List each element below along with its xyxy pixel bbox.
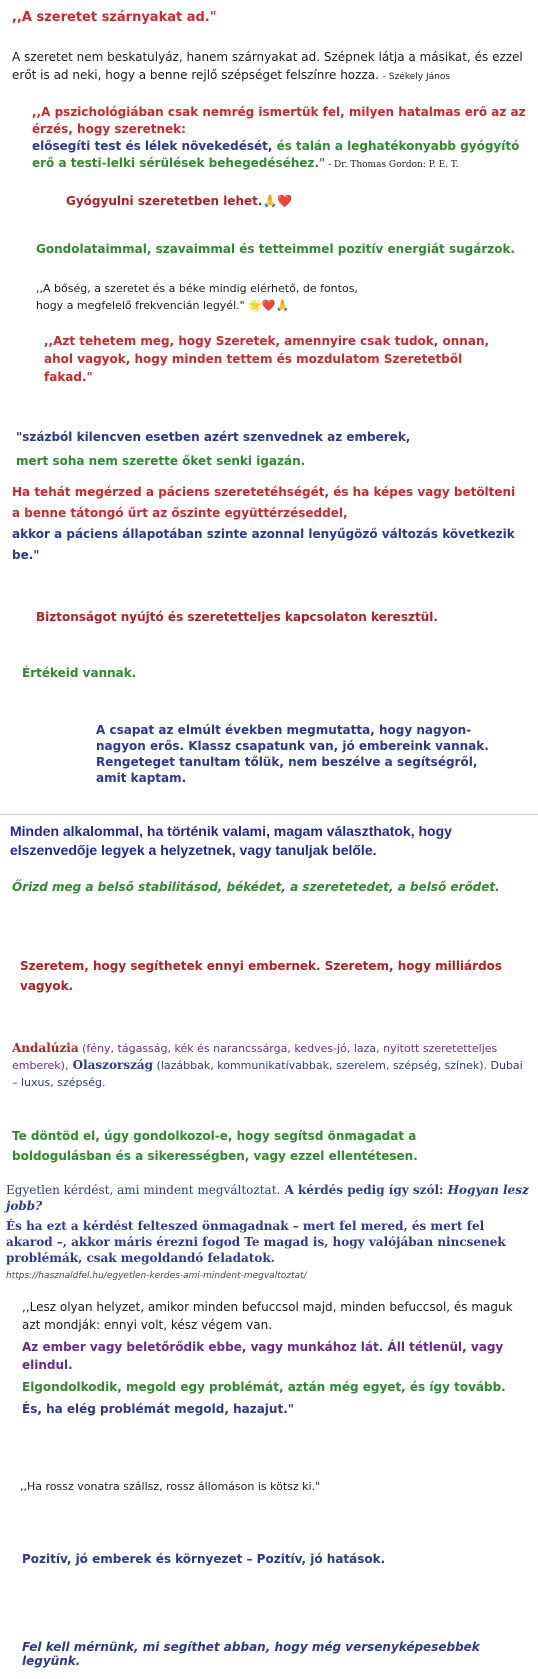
quote-ninety-line2: mert soha nem szerette őket senki igazán. [16, 454, 306, 468]
quote-gordon [32, 104, 526, 174]
quote-team-line2: Rengeteget tanultam tőlük, nem beszélve a segítségről, amit kaptam. [96, 755, 478, 785]
quote-places [12, 1040, 526, 1091]
quote-love-action: ,,Azt tehetem meg, hogy Szeretek, amennyire csak tudok, onnan, ahol vagyok, hogy minden tettem és mozdulatom Szeretetből fakad." [44, 334, 490, 384]
quote-positive-energy: Gondolataimmal, szavaimmal és tetteimmel pozitív energiát sugárzok. [36, 242, 516, 256]
quote-question-intro: Egyetlen kérdést, ami mindent megváltoztat. [6, 1183, 281, 1197]
quote-healing [66, 194, 292, 208]
quote-ninety-percent [16, 425, 516, 473]
divider-line [0, 814, 538, 815]
quote-problems-line3: Elgondolkodik, megold egy problémát, aztán még egyet, és így tovább. [22, 1380, 506, 1394]
quote-problems-line4: És, ha elég problémát megold, hazajut." [22, 1402, 295, 1416]
quote-problems-line1: ,,Lesz olyan helyzet, amikor minden befuccsol majd, minden befuccsol, és maguk azt mondják: ennyi volt, kész végem van. [22, 1300, 513, 1332]
quote-szekely-author: - Székely János [382, 72, 451, 82]
quote-stability: Őrizd meg a belső stabilitásod, békédet, a szeretetedet, a belső erődet. [12, 880, 500, 894]
quote-decide: Te döntöd el, úgy gondolkozol-e, hogy segítsd önmagadat a boldogulásban és a sikerességben, vagy ezzel ellentétesen. [12, 1129, 418, 1163]
place-italy-desc: (lazábbak, kommunikatívabbak, szerelem, szépség, színek). Dubai – luxus, szépség. [12, 1059, 523, 1089]
quote-team-line1: A csapat az elmúlt években megmutatta, hogy nagyon-nagyon erős. Klassz csapatunk van, jó embereink vannak. [96, 723, 489, 753]
quote-values: Értékeid vannak. [22, 666, 137, 680]
place-andalusia-desc: (fény, tágasság, kék és narancssárga, kedves-jó, laza, nyitott szeretetteljes emberek), [12, 1042, 498, 1072]
quote-patient-red: Ha tehát megérzed a páciens szeretetéhségét, és ha képes vagy betölteni a benne tátongó űrt az őszinte együttérzéseddel, [12, 485, 516, 520]
quote-competitive: Fel kell mérnünk, mi segíthet abban, hogy még versenyképesebbek legyünk. [22, 1640, 480, 1668]
quote-patient [12, 482, 526, 566]
quote-millionaire: Szeretem, hogy segíthetek ennyi embernek. Szeretem, hogy milliárdos vagyok. [20, 959, 503, 993]
quote-title-wings: ,,A szeretet szárnyakat ad." [12, 10, 217, 25]
quote-gordon-red: ,,A pszichológiában csak nemrég ismertük fel, milyen hatalmas erő az az érzés, hogy szeretnek: [32, 105, 526, 136]
quote-question-intro-b: A kérdés pedig így szól: [280, 1183, 444, 1197]
quote-problems [22, 1298, 528, 1418]
quote-question-text: Hogyan lesz jobb? [6, 1183, 529, 1213]
quote-train: ,,Ha rossz vonatra szállsz, rossz állomáson is kötsz ki." [20, 1480, 321, 1493]
quote-abundance-line1: ,,A bőség, a szeretet és a béke mindig elérhető, de fontos, [36, 282, 358, 295]
quote-question-p2: És ha ezt a kérdést felteszed önmagadnak – mert fel mered, és mert fel akarod –, akkor máris érezni fogod Te magad is, hogy valójában nincsenek problémák, csak megoldandó feladatok. [6, 1219, 506, 1265]
quote-choice: Minden alkalommal, ha történik valami, magam választhatok, hogy elszenvedője legyek a helyzetnek, vagy tanuljak belőle. [10, 823, 452, 858]
quote-gordon-blue: elősegíti test és lélek növekedését, [32, 139, 273, 153]
quote-positive-people: Pozitív, jó emberek és környezet – Pozitív, jó hatások. [22, 1552, 386, 1566]
place-italy: Olaszország [68, 1058, 154, 1072]
quote-safety: Biztonságot nyújtó és szeretetteljes kapcsolaton keresztül. [36, 610, 438, 624]
quote-question [6, 1182, 532, 1284]
quote-healing-text: Gyógyulni szeretetben lehet. [66, 194, 263, 208]
quote-szekely-text: A szeretet nem beskatulyáz, hanem szárnyakat ad. Szépnek látja a másikat, és ezzel erőt is ad neki, hogy a benne rejlő szépséget felszínre hozza. [12, 50, 523, 82]
quote-abundance-line2: hogy a megfelelő frekvencián legyél." [36, 299, 245, 312]
pray-heart-emoji: 🙏❤️ [262, 194, 293, 208]
star-heart-pray-emoji: 🌟❤️🙏 [248, 299, 290, 312]
place-andalusia: Andalúzia [12, 1041, 79, 1055]
quote-szekely [12, 48, 526, 86]
source-link[interactable]: https://hasznaldfel.hu/egyetlen-kerdes-ami-mindent-megvaltoztat/ [6, 1271, 307, 1281]
quote-gordon-author: - Dr. Thomas Gordon: P. E. T. [325, 160, 459, 170]
quote-problems-line2: Az ember vagy beletőrődik ebbe, vagy munkához lát. Áll tétlenül, vagy elindul. [22, 1340, 504, 1372]
quote-ninety-line1: "százból kilencven esetben azért szenvednek az emberek, [16, 430, 411, 444]
quote-abundance [36, 280, 516, 314]
quote-patient-navy: akkor a páciens állapotában szinte azonnal lenyűgöző változás következik be." [12, 527, 515, 562]
quote-team [96, 722, 496, 786]
quote-gordon-green: és talán a leghatékonyabb gyógyító erő a testi-lelki sérülések behegedéséhez." [32, 139, 520, 170]
